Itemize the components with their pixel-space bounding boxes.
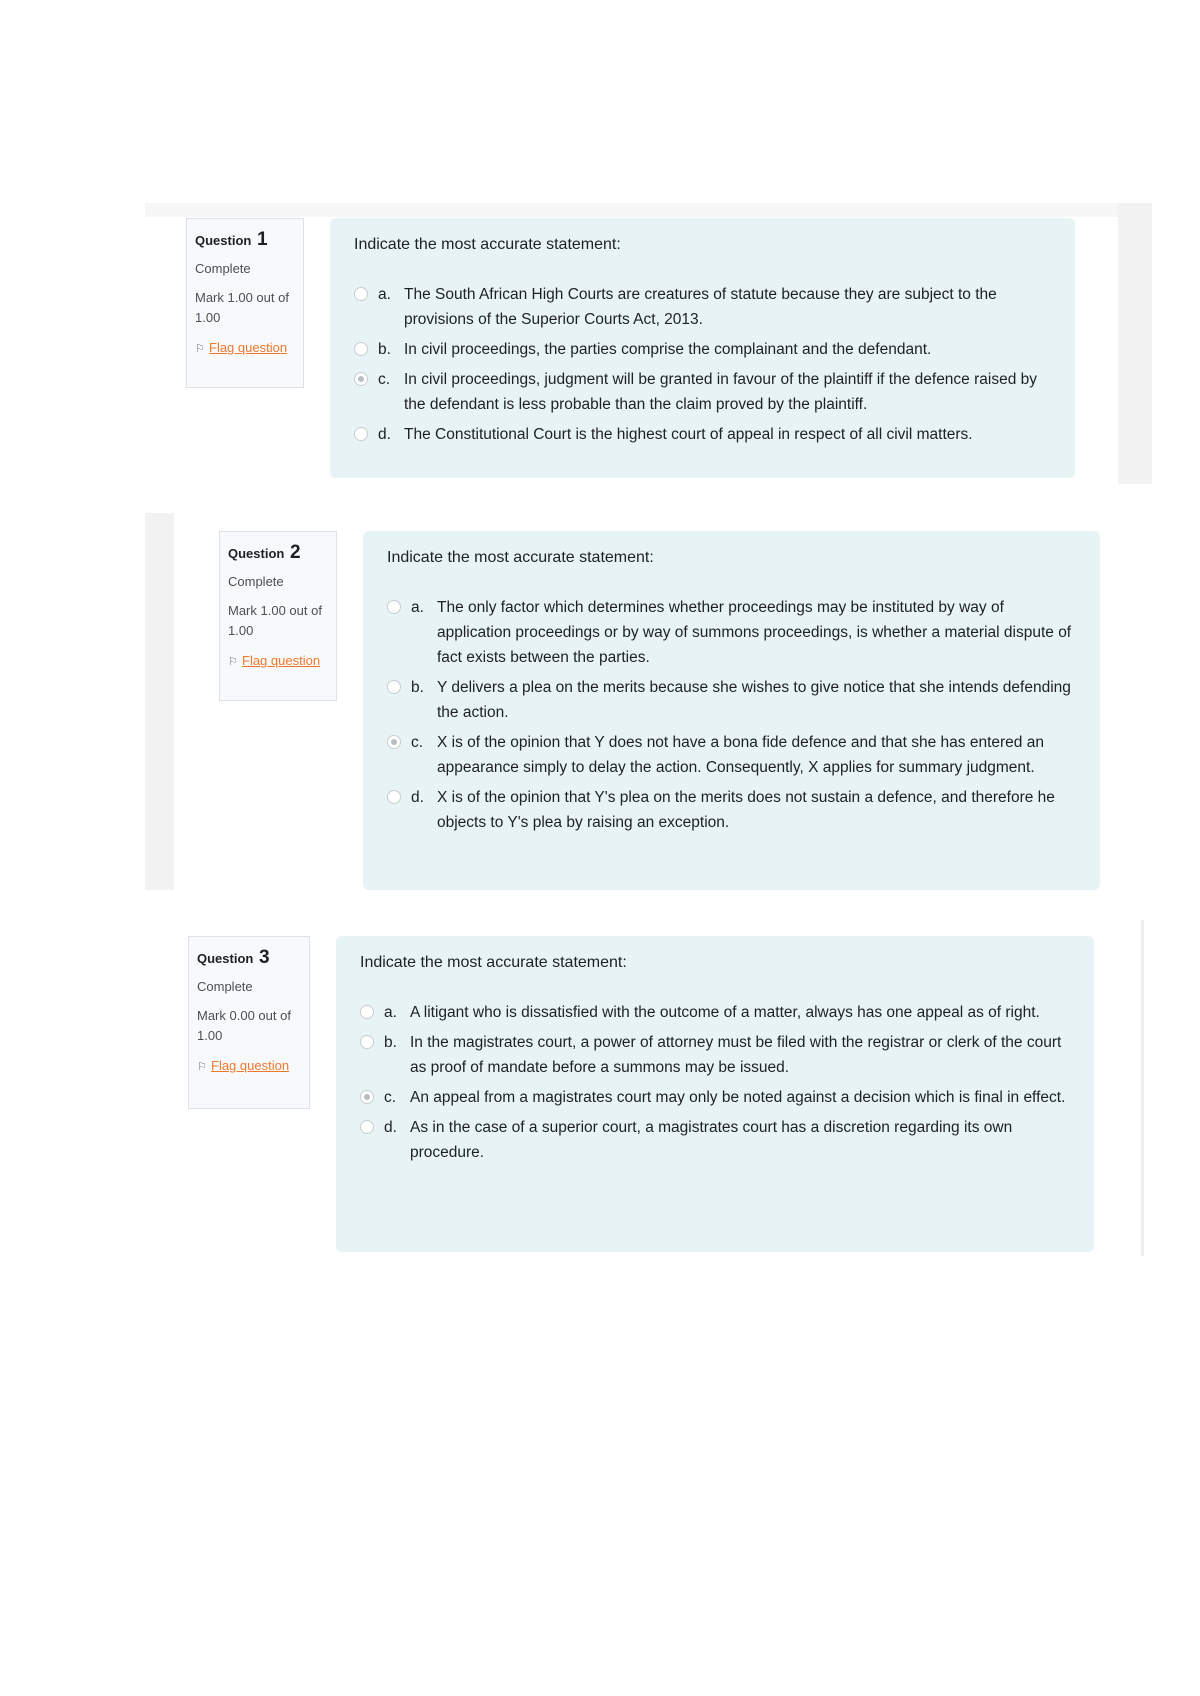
question-content-2 <box>363 531 1100 890</box>
question-info-1 <box>186 218 304 388</box>
question-grade: Mark 1.00 out of 1.00 <box>195 290 289 325</box>
answer-text: X is of the opinion that Y does not have a bona fide defence and that she has entered an appearance simply to delay the action. Consequently, X applies for summary judgment. <box>437 734 1044 776</box>
radio-button[interactable] <box>360 1035 374 1049</box>
answer-letter: d. <box>384 1119 397 1136</box>
answer-letter: a. <box>411 599 424 616</box>
answer-option-d[interactable] <box>354 422 1053 447</box>
answer-text: The South African High Courts are creatures of statute because they are subject to the provisions of the Superior Courts Act, 2013. <box>404 286 997 328</box>
question-info-3 <box>188 936 310 1109</box>
answer-text: Y delivers a plea on the merits because she wishes to give notice that she intends defending the action. <box>437 679 1071 721</box>
answer-option-a[interactable] <box>387 595 1078 670</box>
flag-icon: ⚐ <box>197 1061 207 1073</box>
answer-letter: d. <box>411 789 424 806</box>
answer-letter: b. <box>384 1034 397 1051</box>
answer-text: In civil proceedings, judgment will be granted in favour of the plaintiff if the defence raised by the defendant is less probable than the claim proved by the plaintiff. <box>404 371 1038 413</box>
question-content-1 <box>330 218 1075 478</box>
answer-option-b[interactable] <box>354 337 1053 362</box>
left-strip <box>145 513 174 890</box>
answer-text: The Constitutional Court is the highest court of appeal in respect of all civil matters. <box>404 426 973 443</box>
answer-option-b[interactable] <box>387 675 1078 725</box>
answer-letter: c. <box>384 1089 397 1106</box>
answer-text: An appeal from a magistrates court may only be noted against a decision which is final in effect. <box>410 1089 1066 1106</box>
answer-option-d[interactable] <box>387 785 1078 835</box>
answer-letter: c. <box>411 734 424 751</box>
answer-option-d[interactable] <box>360 1115 1072 1165</box>
answer-letter: a. <box>384 1004 397 1021</box>
flag-question-label: Flag question <box>242 653 321 668</box>
radio-button[interactable] <box>387 600 401 614</box>
answer-option-b[interactable] <box>360 1030 1072 1080</box>
question-state: Complete <box>195 261 251 276</box>
question-text: Indicate the most accurate statement: <box>354 236 621 253</box>
answer-letter: a. <box>378 286 391 303</box>
answer-text: X is of the opinion that Y's plea on the merits does not sustain a defence, and therefore he objects to Y's plea by raising an exception. <box>437 789 1055 831</box>
answer-option-a[interactable] <box>360 1000 1072 1025</box>
question-text: Indicate the most accurate statement: <box>387 549 654 566</box>
answer-option-c[interactable] <box>387 730 1078 780</box>
flag-icon: ⚐ <box>228 656 238 668</box>
radio-button[interactable] <box>354 342 368 356</box>
question-number-value: 1 <box>256 229 268 250</box>
right-scrollbar-track[interactable] <box>1118 203 1152 484</box>
answer-letter: b. <box>411 679 424 696</box>
right-divider <box>1141 920 1144 1256</box>
answer-letter: c. <box>378 371 391 388</box>
question-state: Complete <box>228 574 284 589</box>
radio-button-selected[interactable] <box>387 735 401 749</box>
flag-question-link[interactable] <box>197 1056 301 1077</box>
answer-text: The only factor which determines whether proceedings may be instituted by way of application proceedings or by way of summons proceedings, is whether a material dispute of fact exists between the parties. <box>437 599 1072 666</box>
answer-text: In the magistrates court, a power of attorney must be filed with the registrar or clerk of the court as proof of mandate before a summons may be issued. <box>410 1034 1062 1076</box>
answer-option-c[interactable] <box>360 1085 1072 1110</box>
radio-button-selected[interactable] <box>360 1090 374 1104</box>
answer-option-a[interactable] <box>354 282 1053 332</box>
radio-button[interactable] <box>354 287 368 301</box>
radio-button[interactable] <box>387 790 401 804</box>
question-text: Indicate the most accurate statement: <box>360 954 627 971</box>
radio-button[interactable] <box>360 1005 374 1019</box>
question-content-3 <box>336 936 1094 1252</box>
radio-button[interactable] <box>360 1120 374 1134</box>
question-number-value: 3 <box>258 947 270 968</box>
answer-text: As in the case of a superior court, a magistrates court has a discretion regarding its own procedure. <box>410 1119 1013 1161</box>
answer-letter: d. <box>378 426 391 443</box>
flag-question-link[interactable] <box>195 338 295 359</box>
answer-text: A litigant who is dissatisfied with the outcome of a matter, always has one appeal as of right. <box>410 1004 1040 1021</box>
question-info-2 <box>219 531 337 701</box>
question-grade: Mark 1.00 out of 1.00 <box>228 603 322 638</box>
question-state: Complete <box>197 979 253 994</box>
radio-button-selected[interactable] <box>354 372 368 386</box>
question-number: Question 2 <box>228 542 301 563</box>
answer-option-c[interactable] <box>354 367 1053 417</box>
question-number: Question 1 <box>195 229 268 250</box>
answer-letter: b. <box>378 341 391 358</box>
question-number-value: 2 <box>289 542 301 563</box>
flag-question-link[interactable] <box>228 651 328 672</box>
radio-button[interactable] <box>354 427 368 441</box>
question-number: Question 3 <box>197 947 270 968</box>
question-grade: Mark 0.00 out of 1.00 <box>197 1008 291 1043</box>
radio-button[interactable] <box>387 680 401 694</box>
flag-question-label: Flag question <box>211 1058 290 1073</box>
top-strip <box>145 203 1152 217</box>
flag-icon: ⚐ <box>195 343 205 355</box>
flag-question-label: Flag question <box>209 340 288 355</box>
answer-text: In civil proceedings, the parties comprise the complainant and the defendant. <box>404 341 932 358</box>
